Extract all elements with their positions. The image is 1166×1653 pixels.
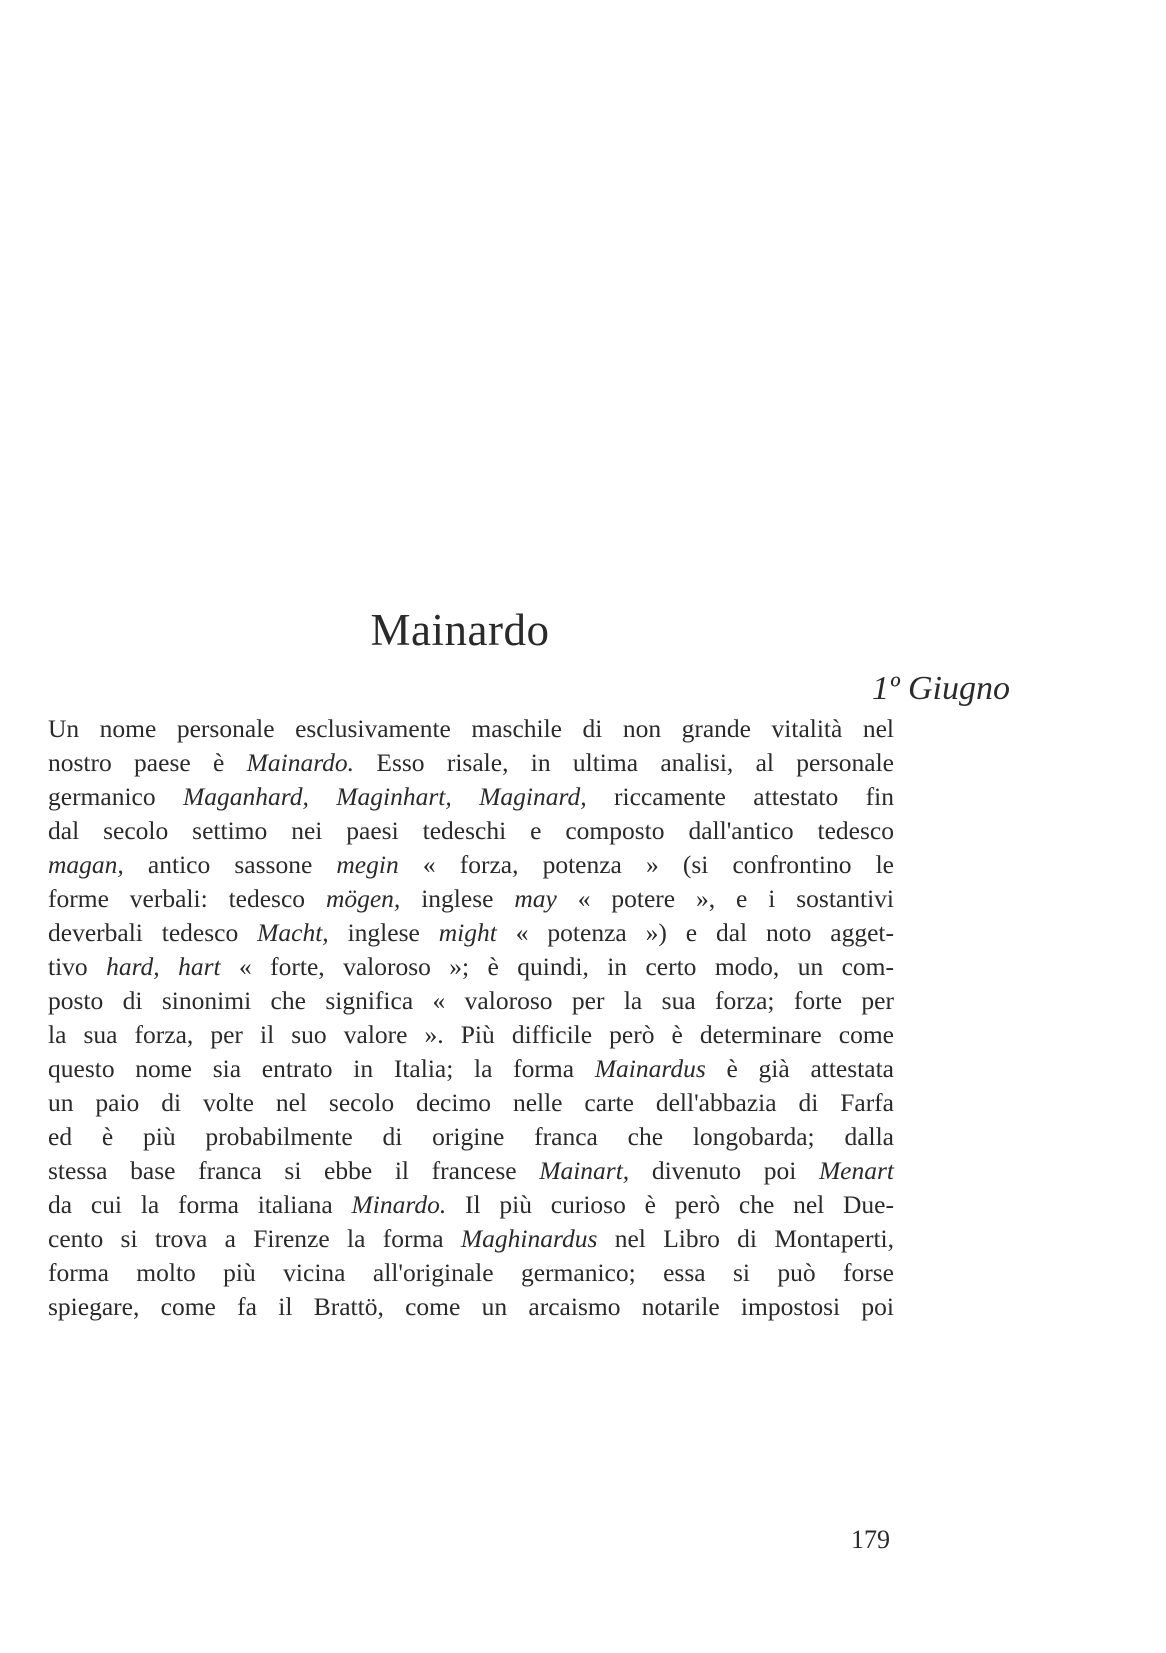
text-line — [48, 984, 894, 1018]
italic-term: hard, hart — [106, 952, 221, 981]
text-run: deverbali tedesco — [48, 918, 258, 947]
text-run: stessa base franca si ebbe il francese — [48, 1156, 540, 1185]
text-run: Un nome personale esclusivamente maschile di non grande vitalità nel — [48, 714, 894, 743]
text-run: questo nome sia entrato in Italia; la forma — [48, 1054, 595, 1083]
text-line — [48, 1256, 894, 1290]
text-run: un paio di volte nel secolo decimo nelle carte dell'abbazia di Farfa — [48, 1088, 894, 1117]
text-run: inglese — [400, 884, 515, 913]
text-run: tivo — [48, 952, 107, 981]
text-line — [48, 814, 894, 848]
text-run: cento si trova a Firenze la forma — [48, 1224, 461, 1253]
italic-term: might — [438, 918, 497, 947]
text-line — [48, 1052, 894, 1086]
text-line — [48, 712, 894, 746]
entry-title: Mainardo — [370, 605, 550, 655]
text-run: la sua forza, per il suo valore ». Più difficile però è determinare come — [48, 1020, 894, 1049]
italic-term: mögen, — [325, 884, 401, 913]
text-line — [48, 1018, 894, 1052]
text-run: nel Libro di Montaperti, — [597, 1224, 894, 1253]
text-run: spiegare, come fa il Brattö, come un arcaismo notarile impostosi poi — [48, 1292, 894, 1321]
text-run: da cui la forma italiana — [48, 1190, 352, 1219]
italic-term: Maghinardus — [460, 1224, 598, 1253]
text-line — [48, 848, 894, 882]
text-run: posto di sinonimi che significa « valoroso per la sua forza; forte per — [48, 986, 894, 1015]
text-run: divenuto poi — [629, 1156, 819, 1185]
text-run: è già attestata — [705, 1054, 894, 1083]
text-run: dal secolo settimo nei paesi tedeschi e composto dall'antico tedesco — [48, 816, 894, 845]
italic-term: magan, — [48, 850, 124, 879]
text-line — [48, 1120, 894, 1154]
text-run: Il più curioso è però che nel Due- — [446, 1190, 894, 1219]
text-line — [48, 1086, 894, 1120]
page-number: 179 — [851, 1525, 890, 1554]
italic-term: Mainardus — [594, 1054, 706, 1083]
text-line — [48, 1188, 894, 1222]
italic-term: Mainart, — [539, 1156, 630, 1185]
italic-term: Menart — [818, 1156, 895, 1185]
text-line — [48, 746, 894, 780]
text-run: « forte, valoroso »; è quindi, in certo modo, un com- — [220, 952, 894, 981]
italic-term: Mainardo. — [246, 748, 355, 777]
text-run: ed è più probabilmente di origine franca che longobarda; dalla — [48, 1122, 894, 1151]
text-line — [48, 1290, 894, 1324]
text-run: « potere », e i sostantivi — [556, 884, 895, 913]
italic-term: Minardo. — [351, 1190, 447, 1219]
text-run: germanico — [48, 782, 184, 811]
text-run: forma molto più vicina all'originale germanico; essa si può forse — [48, 1258, 894, 1287]
text-line — [48, 1154, 894, 1188]
text-run: riccamente attestato fin — [586, 782, 895, 811]
italic-term: Maganhard, Maginhart, Maginard, — [183, 782, 587, 811]
italic-term: Macht, — [257, 918, 329, 947]
text-run: forme verbali: tedesco — [48, 884, 326, 913]
entry-paragraph — [48, 712, 894, 1324]
text-line — [48, 882, 894, 916]
text-run: inglese — [328, 918, 439, 947]
text-run: « potenza ») e dal noto agget- — [496, 918, 895, 947]
text-run: nostro paese è — [48, 748, 247, 777]
text-run: antico sassone — [123, 850, 337, 879]
text-line — [48, 916, 894, 950]
text-run: Esso risale, in ultima analisi, al personale — [354, 748, 895, 777]
text-line — [48, 1222, 894, 1256]
text-line — [48, 780, 894, 814]
feast-date: 1º Giugno — [871, 670, 1010, 707]
text-line — [48, 950, 894, 984]
italic-term: may — [514, 884, 557, 913]
italic-term: megin — [336, 850, 399, 879]
text-run: « forza, potenza » (si confrontino le — [398, 850, 894, 879]
